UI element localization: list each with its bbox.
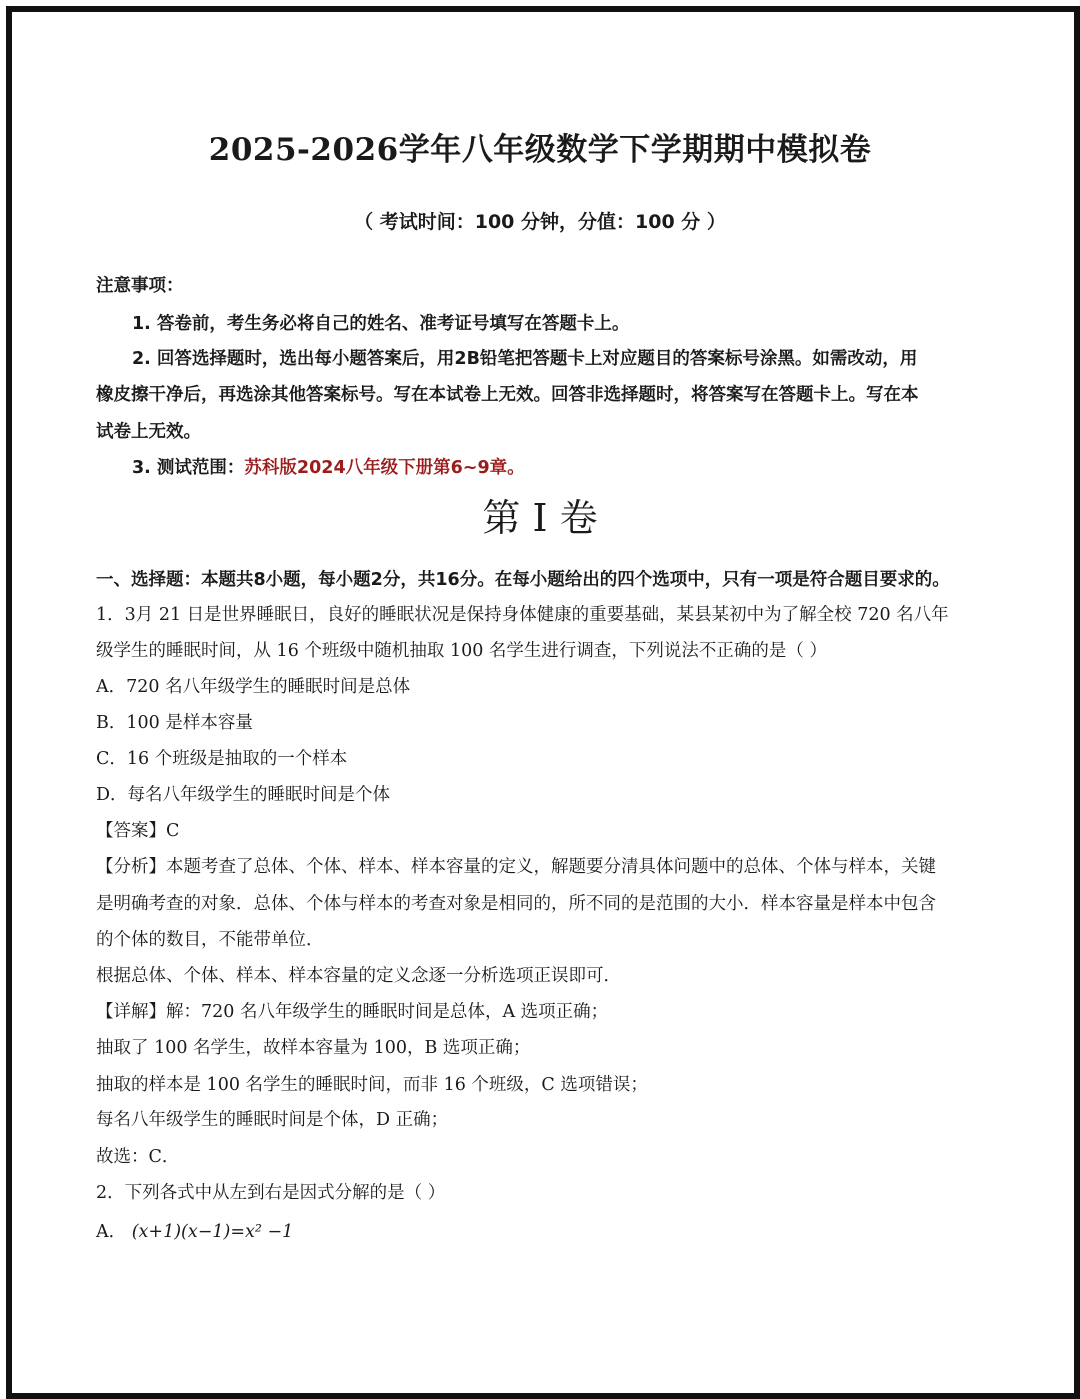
section-1-heading: 一、选择题：本题共8小题，每小题2分，共16分。在每小题给出的四个选项中，只有一项是符合题目要求的。 <box>96 570 950 590</box>
notice-item-2-line-1: 2. 回答选择题时，选出每小题答案后，用2B铅笔把答题卡上对应题目的答案标号涂黑。如需改动，用 <box>132 349 918 369</box>
q1-detail-line-1: 【详解】解：720 名八年级学生的睡眠时间是总体，A 选项正确； <box>96 1002 609 1022</box>
q1-option-b: B．100 是样本容量 <box>96 713 253 733</box>
q1-option-d: D．每名八年级学生的睡眠时间是个体 <box>96 785 391 805</box>
notice-item-2-line-2: 橡皮擦干净后，再选涂其他答案标号。写在本试卷上无效。回答非选择题时，将答案写在答题卡上。写在本 <box>96 385 919 405</box>
q2-option-a-expression: (x+1)(x−1)=x² −1 <box>131 1222 294 1242</box>
volume-heading: 第 I 卷 <box>482 496 598 540</box>
notice-item-3-prefix: 3. 测试范围： <box>132 458 245 478</box>
notice-heading: 注意事项： <box>96 276 184 296</box>
q2-option-a-label: A． <box>96 1222 127 1242</box>
notice-item-2-line-3: 试卷上无效。 <box>96 422 201 442</box>
notice-item-3 <box>132 454 525 479</box>
q2-stem: 2．下列各式中从左到右是因式分解的是（ ） <box>96 1183 446 1203</box>
exam-subtitle: （ 考试时间：100 分钟，分值：100 分 ） <box>354 211 726 233</box>
q2-option-a <box>96 1218 293 1243</box>
q1-stem-line-1: 1．3月 21 日是世界睡眠日，良好的睡眠状况是保持身体健康的重要基础，某县某初中为了解全校 720 名八年 <box>96 605 949 625</box>
q1-analysis-line-2: 是明确考查的对象．总体、个体与样本的考查对象是相同的，所不同的是范围的大小．样本容量是样本中包含 <box>96 894 936 914</box>
q1-detail-line-2: 抽取了 100 名学生，故样本容量为 100，B 选项正确； <box>96 1038 531 1058</box>
q1-detail-line-3: 抽取的样本是 100 名学生的睡眠时间，而非 16 个班级，C 选项错误； <box>96 1075 648 1095</box>
q1-detail-line-5: 故选：C． <box>96 1147 180 1167</box>
exam-title: 2025-2026学年八年级数学下学期期中模拟卷 <box>208 132 872 168</box>
q1-detail-line-4: 每名八年级学生的睡眠时间是个体，D 正确； <box>96 1110 449 1130</box>
q1-answer: 【答案】C <box>96 821 180 841</box>
q1-analysis-line-1: 【分析】本题考查了总体、个体、样本、样本容量的定义，解题要分清具体问题中的总体、个体与样本，关键 <box>96 857 936 877</box>
q1-stem-line-2: 级学生的睡眠时间，从 16 个班级中随机抽取 100 名学生进行调查，下列说法不正确的是（ ） <box>96 641 827 661</box>
q1-option-a: A．720 名八年级学生的睡眠时间是总体 <box>96 677 411 697</box>
test-scope: 苏科版2024八年级下册第6~9章。 <box>244 458 525 478</box>
notice-item-1: 1. 答卷前，考生务必将自己的姓名、准考证号填写在答题卡上。 <box>132 314 630 334</box>
q1-analysis-line-3: 的个体的数目，不能带单位． <box>96 930 324 950</box>
q1-option-c: C．16 个班级是抽取的一个样本 <box>96 749 348 769</box>
q1-analysis-line-4: 根据总体、个体、样本、样本容量的定义念逐一分析选项正误即可． <box>96 966 621 986</box>
